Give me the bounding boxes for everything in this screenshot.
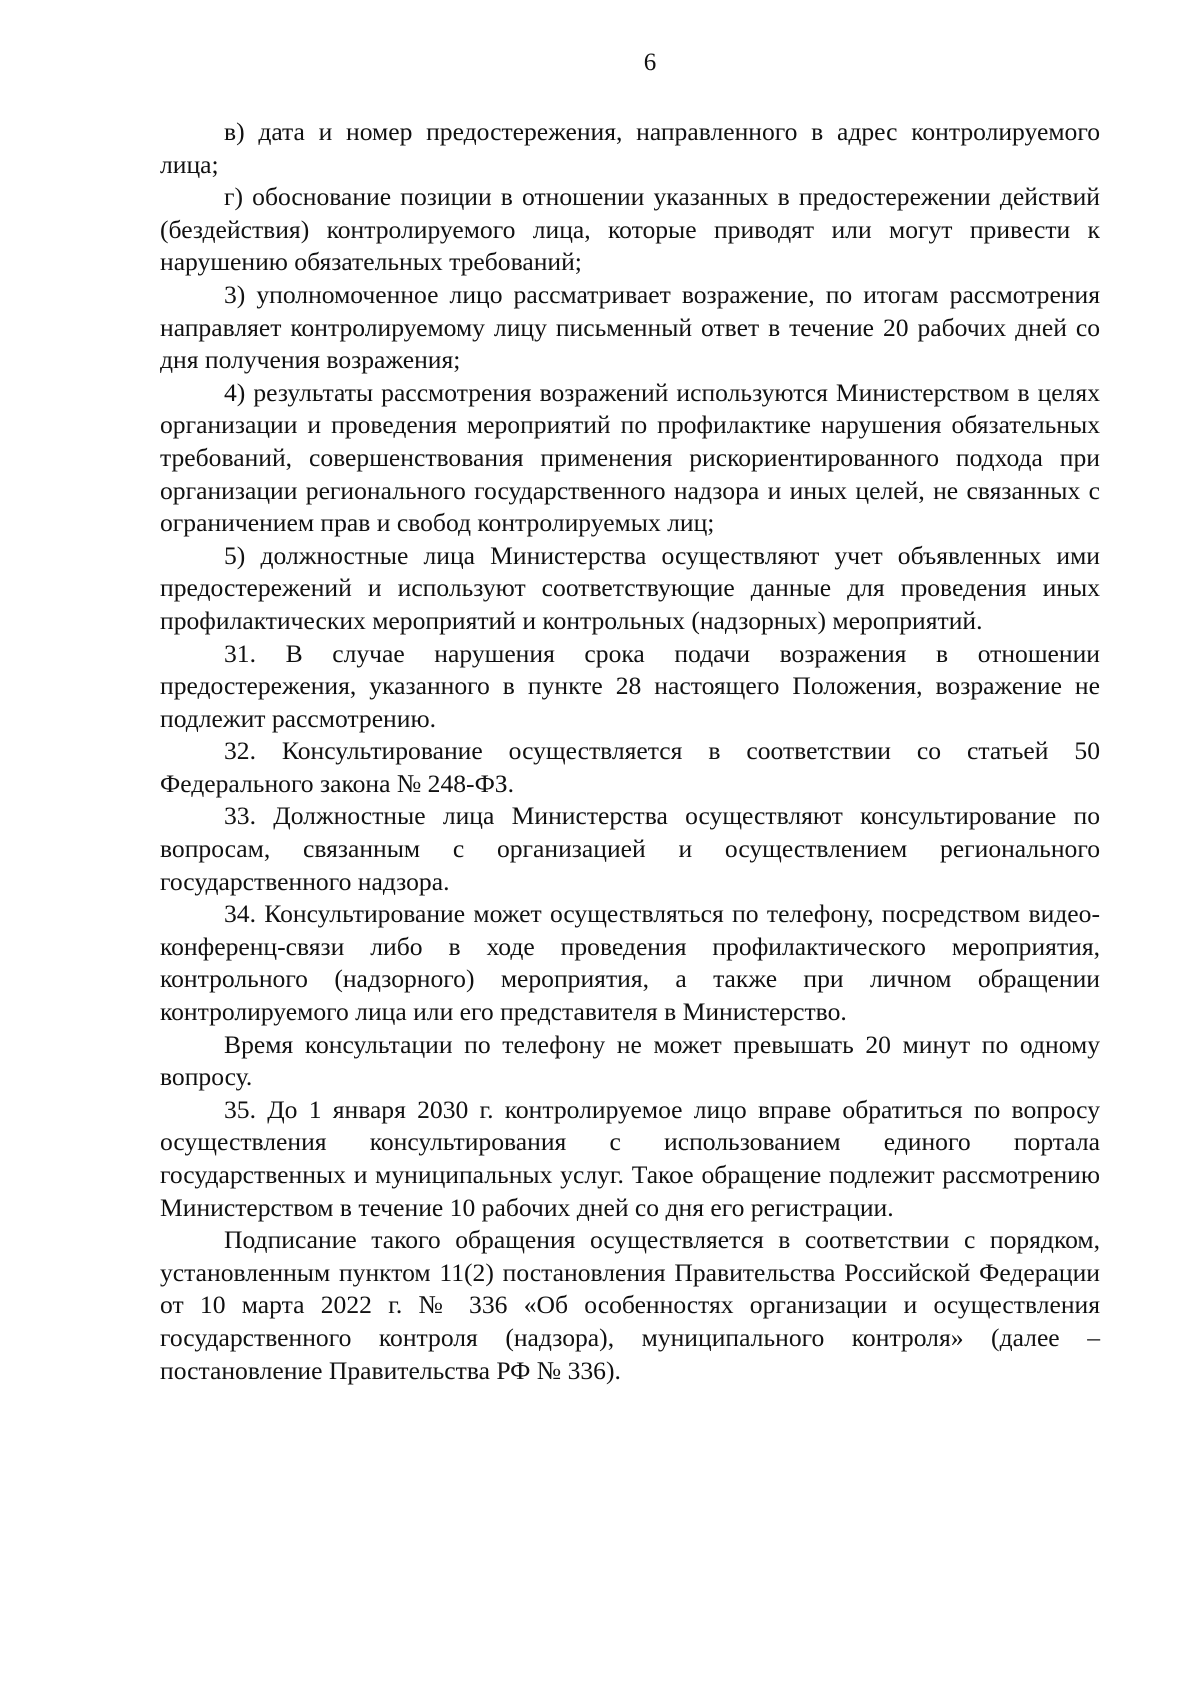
paragraph-g: г) обоснование позиции в отношении указанных в предостережении действий (бездействия) контролируемого лица, которые приводят или могут привести к нарушению обязательных требований; [160,182,1100,277]
page-number: 6 [643,49,657,76]
paragraph-3: 3) уполномоченное лицо рассматривает возражение, по итогам рассмотрения направляет контролируемому лицу письменный ответ в течение 20 рабочих дней со дня получения возражения; [160,279,1100,375]
paragraph-4: 4) результаты рассмотрения возражений используются Министерством в целях организации и проведения мероприятий по профилактике нарушения обязательных требований, совершенствования применения рискориентированного подхода при организации регионального государственного надзора и иных целей, не связанных с ограничением прав и свобод контролируемых лиц; [160,377,1100,538]
paragraph-consultation-time: Время консультации по телефону не может превышать 20 минут по одному вопросу. [160,1029,1100,1092]
paragraph-34: 34. Консультирование может осуществляться по телефону, посредством видео-конференц-связи либо в ходе проведения профилактического мероприятия, контрольного (надзорного) мероприятия, а также при личном обращении контролируемого лица или его представителя в Министерство. [160,899,1100,1027]
paragraph-32: 32. Консультирование осуществляется в соответствии со статьей 50 Федерального закона № 248-ФЗ. [160,736,1100,798]
paragraph-33: 33. Должностные лица Министерства осуществляют консультирование по вопросам, связанным с организацией и осуществлением регионального государственного надзора. [160,801,1100,896]
paragraph-35: 35. До 1 января 2030 г. контролируемое лицо вправе обратиться по вопросу осуществления консультирования с использованием единого портала государственных и муниципальных услуг. Такое обращение подлежит рассмотрению Министерством в течение 10 рабочих дней со дня его регистрации. [160,1094,1100,1222]
paragraph-5: 5) должностные лица Министерства осуществляют учет объявленных ими предостережений и используют соответствующие данные для проведения иных профилактических мероприятий и контрольных (надзорных) мероприятий. [160,540,1100,635]
paragraph-v: в) дата и номер предостережения, направленного в адрес контролируемого лица; [160,117,1100,179]
paragraph-signing: Подписание такого обращения осуществляется в соответствии с порядком, установленным пунктом 11(2) постановления Правительства Российской Федерации от 10 марта 2022 г. № 336 «Об особенностях организации и осуществления государственного контроля (надзора), муниципального контроля» (далее – постановление Правительства РФ № 336). [160,1225,1100,1385]
paragraph-31: 31. В случае нарушения срока подачи возражения в отношении предостережения, указанного в пункте 28 настоящего Положения, возражение не подлежит рассмотрению. [160,638,1100,733]
